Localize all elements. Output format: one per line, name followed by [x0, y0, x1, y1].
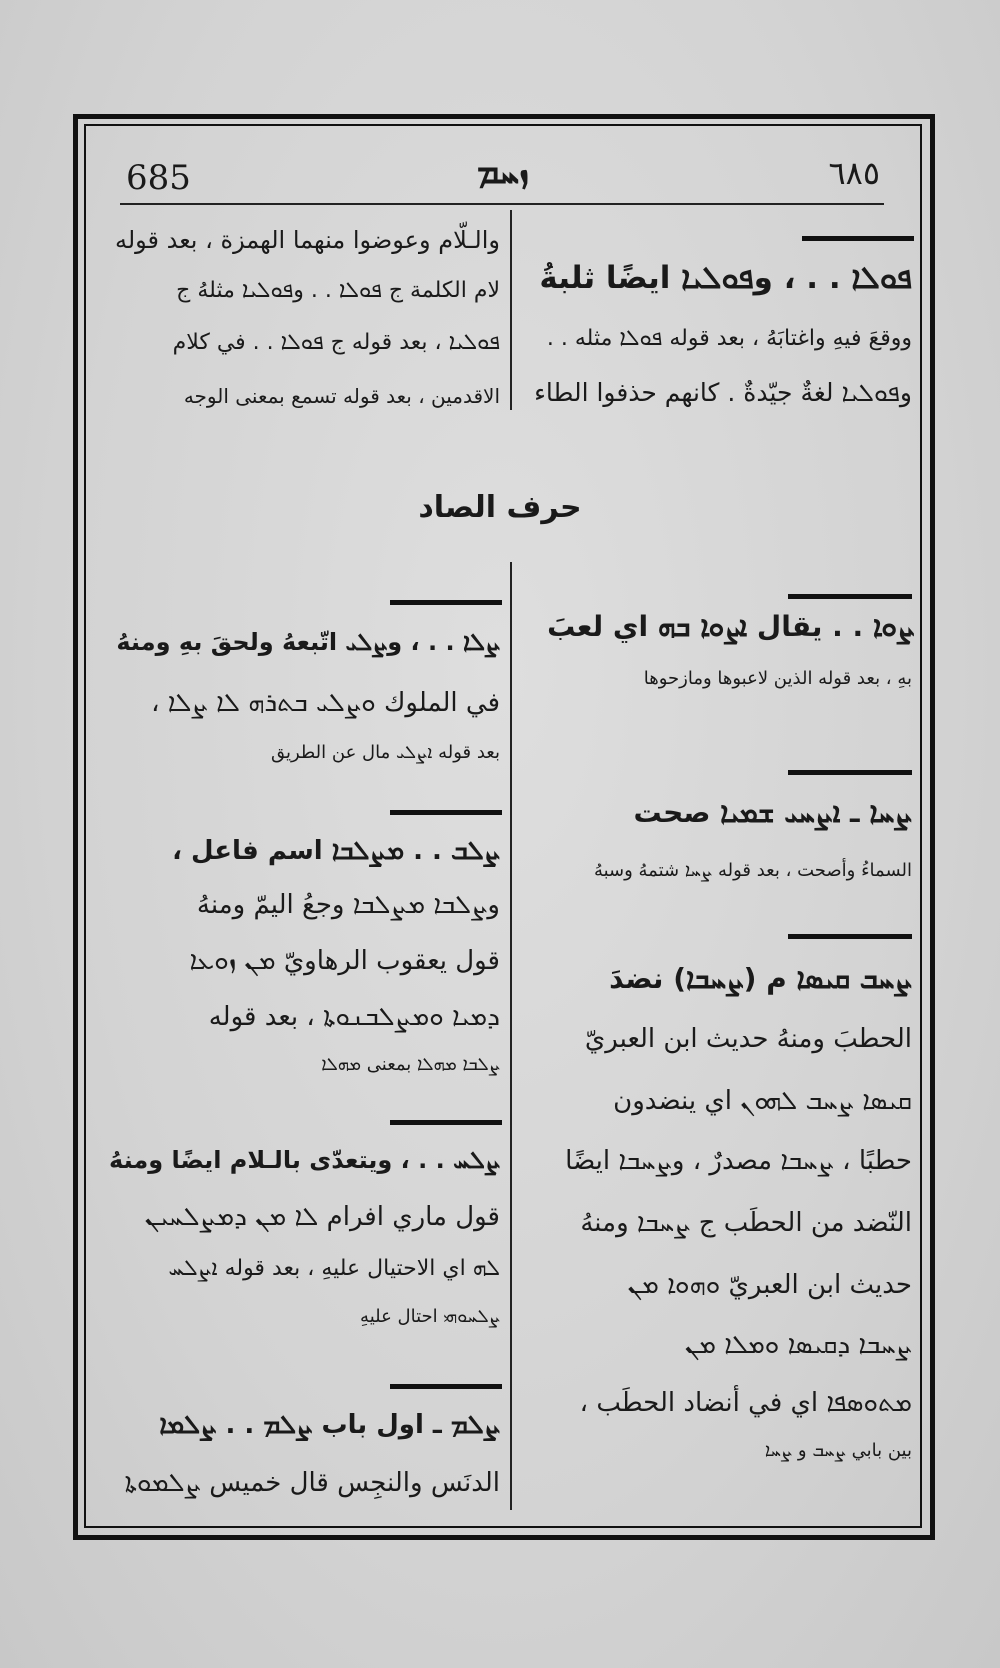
section-title: حرف الصاد: [418, 490, 582, 525]
entry-line: السماءُ وأصحت ، بعد قوله ܨܚܐ شتمهُ وسبهُ: [593, 860, 912, 881]
entry-line: بعد قوله ܐܨܠܝ مال عن الطريق: [270, 742, 500, 763]
right-entry-1: [520, 610, 912, 720]
entry-rule: [802, 236, 914, 241]
entry-line: ܡܬܘܣܦܐ اي في أنضاد الحطَب ،: [579, 1388, 912, 1418]
entry-line: بهِ ، بعد قوله الذين لاعبوها ومازحوها: [643, 668, 912, 689]
entry-line: وܨܠܒܐ ܡܨܠܒܐ وجعُ اليمّ ومنهُ: [196, 890, 500, 920]
running-head: ܙܚܡ: [476, 152, 530, 192]
entry-line: ܨܠܚ . . ، ويتعدّى بالـلام ايضًا ومنهُ: [109, 1146, 500, 1174]
entry-rule: [390, 600, 502, 605]
entry-line: ܨܠܚܘܗܝ احتال عليهِ: [360, 1306, 500, 1327]
entry-line: ܩܝܣܐ ܨܚܒ ܠܗܘܢ اي ينضدون: [613, 1086, 912, 1116]
left-entry-2: [108, 836, 500, 1086]
right-entry-3: [520, 962, 912, 1462]
entry-rule: [788, 934, 912, 939]
right-entry-2: [520, 796, 912, 906]
entry-line: ܨܘܐ . . يقال ܐܨܘܐ ܒܗ اي لعبَ: [547, 610, 912, 643]
entry-line: النّضد من الحطَب ج ܨܚܒܐ ومنهُ: [580, 1208, 912, 1238]
entry-line: قول يعقوب الرهاويّ ܡܢ ܙܘܥܐ: [189, 946, 500, 976]
top-left-block: [108, 226, 500, 426]
entry-line: بين بابي ܨܚܒ و ܨܚܐ: [764, 1440, 912, 1461]
entry-line: الحطبَ ومنهُ حديث ابن العبريّ: [584, 1024, 912, 1054]
entry-line: ܕܡܝܐ ܘܡܨܠܒܢܘܬܐ ، بعد قوله: [208, 1002, 500, 1032]
page-number-arabic: ٦٨٥: [828, 154, 880, 192]
entry-line: ܨܠܒܐ ܡܗܠܐ بمعنى ܡܗܠܐ: [321, 1054, 500, 1075]
entry-line: قول ماري افرام ܠܐ ܡܢ ܕܡܨܠܚܝܢ: [144, 1202, 500, 1232]
page-number-latin: 685: [126, 158, 191, 198]
left-entry-1: [108, 628, 500, 768]
entry-line: ܦܘܠܐ . . ، وܦܘܠܝܐ ايضًا ثلبةُ: [539, 260, 912, 296]
entry-rule: [788, 770, 912, 775]
entry-line: ܨܠܡ ـ اول باب ܨܠܡ . . ܨܠܡܐ: [159, 1410, 500, 1440]
entry-line: حطبًا ، ܨܚܒܐ مصدرٌ ، وܨܚܒܐ ايضًا: [565, 1146, 912, 1176]
top-right-block: [520, 250, 912, 430]
entry-line: الدنَس والنجِس قال خميس ܨܠܡܘܬܐ: [124, 1468, 500, 1498]
entry-line: في الملوك ܘܨܠܝ ܒܬܪܗ ܠܐ ܨܠܐ ،: [151, 688, 500, 718]
header-rule: [120, 203, 884, 205]
entry-line: لام الكلمة ج ܦܘܠܐ . . وܦܘܠܝܐ مثلهُ ج: [176, 278, 500, 303]
entry-rule: [390, 1120, 502, 1125]
entry-line: ܨܠܒ . . ܡܨܠܒܐ اسم فاعل ،: [172, 836, 500, 866]
column-divider-main: [510, 562, 512, 1510]
entry-rule: [788, 594, 912, 599]
page-header: [86, 140, 920, 204]
entry-rule: [390, 1384, 502, 1389]
entry-rule: [390, 810, 502, 815]
entry-line: ܨܚܐ ـ ܐܨܚܝ ܫܡܝܐ صحت: [633, 796, 912, 829]
entry-line: ووقعَ فيهِ واغتابَهُ ، بعد قوله ܦܘܠܐ مثله . .: [546, 326, 912, 351]
entry-line: وܦܘܠܝܐ لغةٌ جيّدةٌ . كانهم حذفوا الطاء: [534, 378, 912, 407]
entry-line: ܠܗ اي الاحتيال عليهِ ، بعد قوله ܐܨܠܚ: [168, 1256, 500, 1281]
entry-line: ܨܚܒܐ ܕܩܝܣܐ ܘܡܠܐ ܡܢ: [684, 1330, 912, 1360]
entry-line: الاقدمين ، بعد قوله تسمع بمعنى الوجه: [183, 384, 500, 408]
entry-line: ܨܠܐ . . ، وܨܠܝ اتّبعهُ ولحقَ بهِ ومنهُ: [116, 628, 500, 656]
column-divider-top: [510, 210, 512, 410]
entry-line: حديث ابن العبريّ ܘܗܘܐ ܡܢ: [627, 1270, 912, 1300]
entry-line: ܦܘܠܝܐ ، بعد قوله ج ܦܘܠܐ . . في كلام: [172, 330, 500, 355]
entry-line: والـلّام وعوضوا منهما الهمزة ، بعد قوله: [114, 226, 500, 254]
entry-line: ܨܚܒ ܩܝܣܐ م (ܨܚܒܐ) نضدَ: [609, 962, 912, 995]
left-entry-4: [108, 1410, 500, 1520]
left-entry-3: [108, 1146, 500, 1346]
